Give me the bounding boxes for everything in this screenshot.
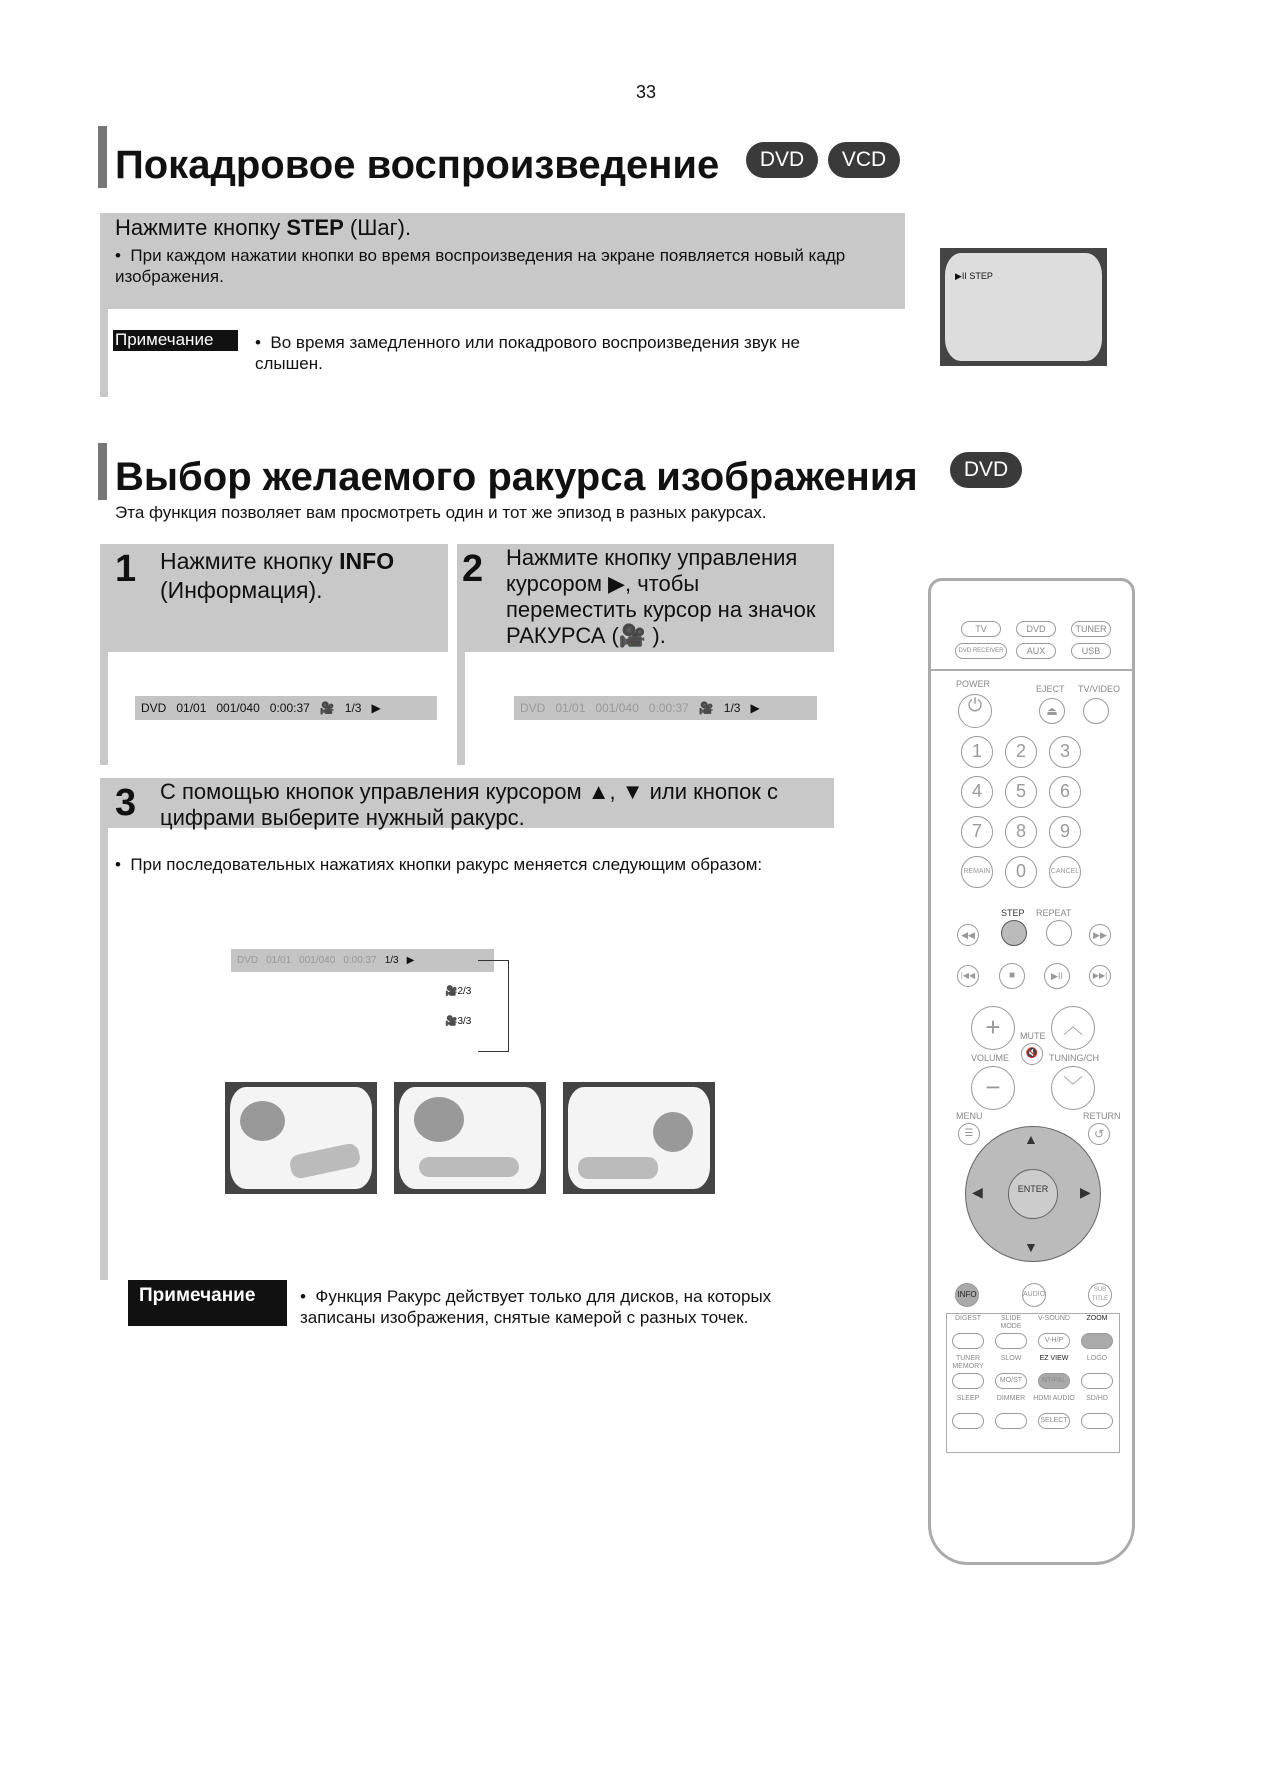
bullet-text: При последовательных нажатиях кнопки ракурс меняется следующим образом: [130, 855, 763, 874]
playback-time: 0:00:37 [648, 701, 689, 715]
mute-button[interactable]: 🔇 [1021, 1043, 1043, 1065]
return-button[interactable]: ↺ [1088, 1123, 1110, 1145]
down-arrow-icon[interactable]: ▼ [1024, 1239, 1038, 1255]
angle-2: 🎥2/3 [445, 986, 472, 997]
play-pause-button[interactable]: ▶II [1044, 963, 1070, 989]
function-label: ZOOM [1086, 1315, 1108, 1322]
digit-button[interactable]: REMAIN [961, 856, 993, 888]
rewind-button[interactable]: ◀◀ [957, 924, 979, 946]
divider [100, 652, 108, 765]
function-label: DIGEST [954, 1315, 982, 1322]
note-text-content: Функция Ракурс действует только для дисков, на которых записаны изображения, снятые камерой с разных точек. [300, 1287, 772, 1327]
note-text: • Во время замедленного или покадрового воспроизведения звук не слышен. [255, 333, 800, 373]
note-text-content: Во время замедленного или покадрового воспроизведения звук не слышен. [255, 333, 800, 373]
digit-button[interactable]: 5 [1005, 776, 1037, 808]
angle-3-text: 3/3 [457, 1016, 472, 1027]
dvd-receiver-button[interactable]: DVD RECEIVER [955, 643, 1007, 659]
step3-number: 3 [115, 782, 137, 824]
navigation-pad[interactable] [965, 1126, 1101, 1262]
digit-button[interactable]: CANCEL [1049, 856, 1081, 888]
volume-up-button[interactable]: + [971, 1006, 1015, 1050]
step3-text: С помощью кнопок управления курсором ▲, ▼ или кнопок с цифрами выберите нужный ракурс. [160, 779, 779, 830]
function-button[interactable]: V-H/P [1038, 1333, 1070, 1349]
tuner-button[interactable]: TUNER [1071, 621, 1111, 637]
key-step: STEP [286, 215, 344, 240]
function-label: EZ VIEW [1039, 1355, 1069, 1362]
digit-button[interactable]: 1 [961, 736, 993, 768]
bullet-angle: • При последовательных нажатиях кнопки ракурс меняется следующим образом: [115, 855, 763, 874]
section-title-step: Покадровое воспроизведение [115, 143, 720, 187]
page-number: 33 [636, 82, 657, 102]
tvvideo-button[interactable] [1083, 698, 1109, 724]
screen-step-text: ▶II STEP [955, 271, 993, 281]
note-label: Примечание [113, 330, 238, 351]
step2-number: 2 [462, 548, 484, 590]
info-bar [135, 696, 437, 720]
tv-screen-illustration [940, 248, 1107, 366]
function-label: DIMMER [996, 1395, 1026, 1402]
dvd-button[interactable]: DVD [1016, 621, 1056, 637]
angle-value: 1/3 [723, 701, 741, 715]
digit-button[interactable]: 4 [961, 776, 993, 808]
badge-vcd: VCD [828, 142, 900, 178]
camera-icon: 🎥 [698, 701, 714, 715]
function-button[interactable] [952, 1333, 984, 1349]
function-label: SLEEP [956, 1395, 980, 1402]
function-label: TUNER MEMORY [952, 1355, 984, 1370]
function-label: V-SOUND [1038, 1315, 1070, 1322]
volume-down-button[interactable]: − [971, 1066, 1015, 1110]
key-info: INFO [339, 548, 395, 574]
step2-text [506, 545, 826, 649]
angle-value: 1/3 [344, 701, 362, 715]
disc-type: DVD [520, 701, 546, 715]
divider [100, 828, 108, 1280]
badge-dvd: DVD [746, 142, 818, 178]
remote-control [928, 578, 1135, 1565]
eject-label: EJECT [1036, 684, 1065, 694]
title-number: 01/01 [176, 701, 207, 715]
function-button[interactable] [1081, 1333, 1113, 1349]
digit-button[interactable]: 3 [1049, 736, 1081, 768]
mute-label: MUTE [1020, 1031, 1046, 1041]
function-label: SD/HD [1086, 1395, 1108, 1402]
digit-button[interactable]: 6 [1049, 776, 1081, 808]
angle-3: 🎥3/3 [445, 1016, 472, 1027]
play-arrow-icon: ▶ [406, 955, 415, 966]
forward-button[interactable]: ▶▶ [1089, 924, 1111, 946]
function-label: SLIDE MODE [1000, 1315, 1022, 1330]
camera-icon: 🎥 [319, 701, 335, 715]
function-button[interactable] [995, 1333, 1027, 1349]
instruction-suffix: (Шаг). [343, 215, 412, 240]
chapter-number: 001/040 [595, 701, 639, 715]
section-title-angle: Выбор желаемого ракурса изображения [115, 455, 918, 499]
menu-button[interactable]: ☰ [958, 1123, 980, 1145]
step1-prefix: Нажмите кнопку [160, 548, 340, 574]
power-button[interactable]: ⏻ [958, 694, 992, 728]
disc-type: DVD [141, 701, 167, 715]
step-button[interactable] [1001, 920, 1027, 946]
digit-button[interactable]: 7 [961, 816, 993, 848]
function-button[interactable]: SELECT [1038, 1413, 1070, 1429]
step1-suffix: (Информация). [160, 577, 323, 603]
chapter-number: 001/040 [299, 955, 336, 966]
angle-2-text: 2/3 [457, 986, 472, 997]
menu-label: MENU [956, 1111, 983, 1121]
bullet-text: При каждом нажатии кнопки во время воспроизведения на экране появляется новый кадр изображения. [115, 246, 846, 286]
divider [100, 309, 108, 397]
step2-text-angle: РАКУРСА (🎥 ). [506, 623, 666, 648]
eject-button[interactable]: ⏏ [1039, 698, 1065, 724]
digit-button[interactable]: 0 [1005, 856, 1037, 888]
function-button[interactable] [952, 1413, 984, 1429]
instruction [115, 215, 411, 241]
badge-dvd: DVD [950, 452, 1022, 488]
divider [931, 669, 1132, 671]
disc-type: DVD [237, 955, 259, 966]
repeat-label: REPEAT [1036, 908, 1072, 918]
angle-info-bar [231, 949, 494, 972]
volume-label: VOLUME [971, 1053, 1010, 1063]
usb-button[interactable]: USB [1071, 643, 1111, 659]
next-button[interactable]: ▶▶| [1089, 965, 1111, 987]
subtitle-button[interactable]: SUB TITLE [1088, 1283, 1112, 1307]
note-label: Примечание [128, 1280, 287, 1326]
title-marker [98, 443, 107, 500]
digit-button[interactable]: 2 [1005, 736, 1037, 768]
power-label: POWER [956, 679, 991, 689]
bullet-step: • При каждом нажатии кнопки во время воспроизведения на экране появляется новый кадр изображения. [115, 246, 846, 286]
tuning-up-button[interactable]: ︿ [1051, 1006, 1095, 1050]
return-label: RETURN [1083, 1111, 1121, 1121]
function-button[interactable]: MO/ST [995, 1373, 1027, 1389]
stop-button[interactable]: ■ [999, 963, 1025, 989]
function-label: SLOW [1000, 1355, 1022, 1362]
section-subtitle: Эта функция позволяет вам просмотреть один и тот же эпизод в разных ракурсах. [115, 503, 767, 522]
function-button[interactable] [1081, 1373, 1113, 1389]
function-label: HDMI AUDIO [1033, 1395, 1075, 1402]
play-arrow-icon: ▶ [371, 701, 381, 715]
function-button[interactable] [952, 1373, 984, 1389]
step1-number: 1 [115, 548, 137, 590]
info-bar-cursor [514, 696, 817, 720]
audio-button[interactable]: AUDIO [1022, 1283, 1046, 1307]
cycle-arrow [478, 960, 509, 1052]
angle-picture-1 [225, 1082, 377, 1194]
step1-text [160, 547, 440, 605]
play-arrow-icon: ▶ [750, 701, 760, 715]
digit-button[interactable]: 9 [1049, 816, 1081, 848]
left-arrow-icon[interactable]: ◀ [972, 1184, 983, 1200]
right-arrow-icon[interactable]: ▶ [1080, 1184, 1091, 1200]
chapter-number: 001/040 [216, 701, 260, 715]
angle-picture-3 [563, 1082, 715, 1194]
function-button[interactable] [1081, 1413, 1113, 1429]
instruction-text: Нажмите кнопку [115, 215, 287, 240]
divider [457, 652, 465, 765]
playback-time: 0:00:37 [269, 701, 310, 715]
up-arrow-icon[interactable]: ▲ [1024, 1131, 1038, 1147]
prev-button[interactable]: |◀◀ [957, 965, 979, 987]
step2-text-content: Нажмите кнопку управления курсором ▶, чтобы переместить курсор на значок [506, 545, 816, 622]
note-text: • Функция Ракурс действует только для дисков, на которых записаны изображения, снятые камерой с разных точек. [300, 1287, 772, 1327]
playback-time: 0:00:37 [343, 955, 377, 966]
digit-button[interactable]: 8 [1005, 816, 1037, 848]
title-number: 01/01 [266, 955, 292, 966]
step-label: STEP [1001, 908, 1025, 918]
enter-button[interactable]: ENTER [1008, 1169, 1058, 1219]
angle-picture-2 [394, 1082, 546, 1194]
aux-button[interactable]: AUX [1016, 643, 1056, 659]
angle-1: 1/3 [384, 955, 399, 966]
info-button[interactable]: INFO [955, 1283, 979, 1307]
title-marker [98, 126, 107, 188]
function-label: LOGO [1086, 1355, 1108, 1362]
tv-button[interactable]: TV [961, 621, 1001, 637]
tuning-label: TUNING/CH [1049, 1053, 1099, 1063]
function-button[interactable]: NT/PAL [1038, 1373, 1070, 1389]
title-number: 01/01 [555, 701, 586, 715]
repeat-button[interactable] [1046, 920, 1072, 946]
function-button-panel [946, 1313, 1120, 1453]
function-button[interactable] [995, 1413, 1027, 1429]
tvvideo-label: TV/VIDEO [1078, 684, 1121, 694]
tuning-down-button[interactable]: ﹀ [1051, 1066, 1095, 1110]
